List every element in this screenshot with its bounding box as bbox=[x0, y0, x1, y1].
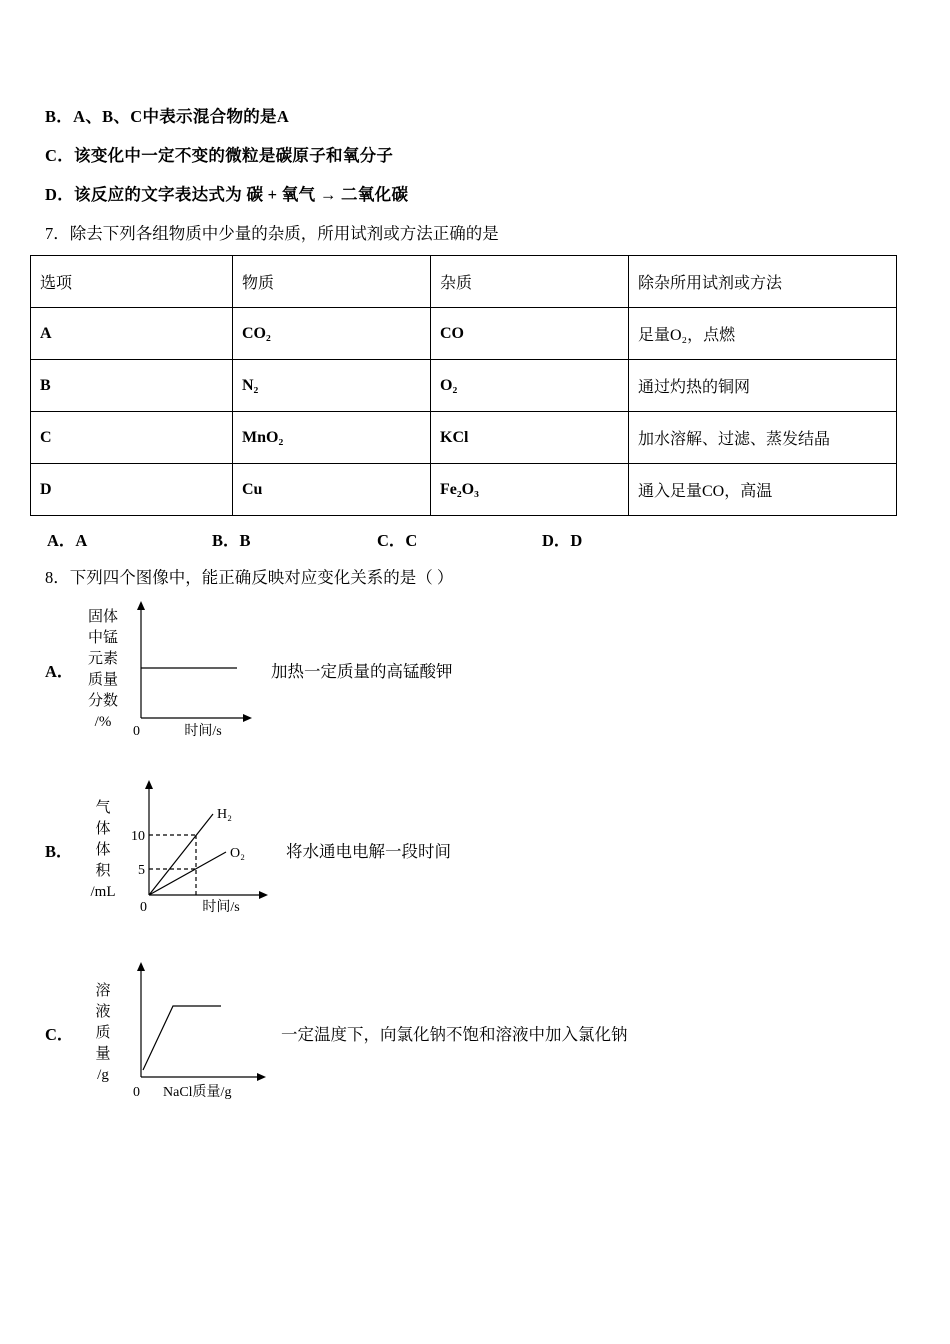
ylabel-line: 体 bbox=[95, 841, 111, 858]
cell-option: A bbox=[31, 308, 233, 360]
ylabel-line: 中锰 bbox=[87, 630, 118, 646]
question6-option-c: C．该变化中一定不变的微粒是碳原子和氧分子 bbox=[45, 146, 394, 165]
ylabel-line: 元素 bbox=[87, 651, 118, 667]
question7-answer-row bbox=[47, 527, 900, 551]
y-tick-5: 5 bbox=[138, 863, 145, 878]
table-row-b bbox=[31, 360, 897, 412]
chart-option-b bbox=[45, 780, 900, 920]
o2-series-label: O₂ bbox=[230, 846, 245, 861]
cell-method: 足量O₂，点燃 bbox=[629, 308, 897, 360]
cell-substance: CO₂ bbox=[233, 308, 431, 360]
table-row-a bbox=[31, 308, 897, 360]
cell-option: D bbox=[31, 464, 233, 516]
cell-impurity: CO bbox=[431, 308, 629, 360]
y-axis-arrow-icon bbox=[145, 780, 153, 789]
header-impurity: 杂质 bbox=[431, 256, 629, 308]
h2-line bbox=[149, 814, 213, 895]
ylabel-line: 质量 bbox=[87, 672, 118, 688]
cell-substance: MnO₂ bbox=[233, 412, 431, 464]
cell-substance: Cu bbox=[233, 464, 431, 516]
x-axis-arrow-icon bbox=[243, 714, 252, 722]
chart-b-y-axis-label bbox=[85, 798, 121, 903]
x-axis-arrow-icon bbox=[259, 891, 268, 899]
x-axis-label: NaCl质量/g bbox=[163, 1085, 232, 1100]
answer-choice-c: C．C bbox=[377, 531, 418, 550]
question6-option-b: B．A、B、C中表示混合物的是A bbox=[45, 107, 290, 126]
origin-label: 0 bbox=[133, 724, 140, 739]
table-row-d bbox=[31, 464, 897, 516]
cell-option: B bbox=[31, 360, 233, 412]
chart-c-label: C． bbox=[45, 1025, 74, 1044]
cell-method: 加水溶解、过滤、蒸发结晶 bbox=[629, 412, 897, 464]
chart-a-y-axis-label bbox=[85, 607, 121, 733]
answer-choice-d: D．D bbox=[542, 531, 583, 550]
chart-c-y-axis-label bbox=[85, 981, 121, 1086]
ylabel-line: 液 bbox=[95, 1003, 111, 1020]
x-axis-label: 时间/s bbox=[184, 724, 222, 739]
answer-choice-a: A．A bbox=[47, 531, 88, 550]
cell-method: 通过灼热的铜网 bbox=[629, 360, 897, 412]
ylabel-line: 量 bbox=[95, 1045, 111, 1062]
chart-b-label: B． bbox=[45, 842, 73, 861]
ylabel-line: 质 bbox=[95, 1024, 111, 1041]
chart-b-description: 将水通电电解一段时间 bbox=[286, 842, 451, 861]
ylabel-line: /mL bbox=[90, 883, 116, 900]
table-header-row bbox=[31, 256, 897, 308]
chart-a-label: A． bbox=[45, 662, 74, 681]
o2-line bbox=[149, 852, 226, 895]
cell-method: 通入足量CO，高温 bbox=[629, 464, 897, 516]
cell-impurity: Fe₂O₃ bbox=[431, 464, 629, 516]
ylabel-line: 体 bbox=[95, 820, 111, 837]
ylabel-line: 固体 bbox=[87, 609, 118, 625]
cell-impurity: O₂ bbox=[431, 360, 629, 412]
chart-c-plot bbox=[121, 962, 271, 1104]
h2-series-label: H₂ bbox=[217, 807, 232, 822]
ylabel-line: 分数 bbox=[87, 693, 118, 709]
cell-impurity: KCl bbox=[431, 412, 629, 464]
question7-stem: 7．除去下列各组物质中少量的杂质，所用试剂或方法正确的是 bbox=[45, 224, 499, 243]
header-substance: 物质 bbox=[233, 256, 431, 308]
header-option: 选项 bbox=[31, 256, 233, 308]
purification-table bbox=[30, 255, 897, 516]
cell-option: C bbox=[31, 412, 233, 464]
chart-c-description: 一定温度下，向氯化钠不饱和溶液中加入氯化钠 bbox=[281, 1025, 628, 1044]
chart-a-description: 加热一定质量的高锰酸钾 bbox=[271, 662, 453, 681]
origin-label: 0 bbox=[140, 900, 147, 915]
rise-then-plateau-line bbox=[143, 1006, 221, 1070]
y-axis-arrow-icon bbox=[137, 601, 145, 610]
origin-label: 0 bbox=[133, 1085, 140, 1100]
header-method: 除杂所用试剂或方法 bbox=[629, 256, 897, 308]
table-row-c bbox=[31, 412, 897, 464]
x-axis-arrow-icon bbox=[257, 1073, 266, 1081]
ylabel-line: 积 bbox=[95, 862, 111, 879]
ylabel-line: 溶 bbox=[95, 982, 111, 999]
ylabel-line: /g bbox=[97, 1066, 109, 1083]
y-tick-10: 10 bbox=[131, 829, 145, 844]
ylabel-line: 气 bbox=[95, 799, 111, 816]
cell-substance: N₂ bbox=[233, 360, 431, 412]
chart-option-a bbox=[45, 600, 900, 740]
ylabel-line: /% bbox=[94, 714, 112, 730]
answer-choice-b: B．B bbox=[212, 531, 251, 550]
question6-option-d: D．该反应的文字表达式为 碳 + 氧气 → 二氧化碳 bbox=[45, 185, 409, 204]
x-axis-label: 时间/s bbox=[202, 900, 240, 915]
y-axis-arrow-icon bbox=[137, 962, 145, 971]
chart-b-plot bbox=[121, 780, 276, 920]
chart-a-plot bbox=[121, 600, 261, 740]
question8-stem: 8．下列四个图像中，能正确反映对应变化关系的是（ ） bbox=[45, 568, 454, 587]
chart-option-c bbox=[45, 962, 900, 1104]
